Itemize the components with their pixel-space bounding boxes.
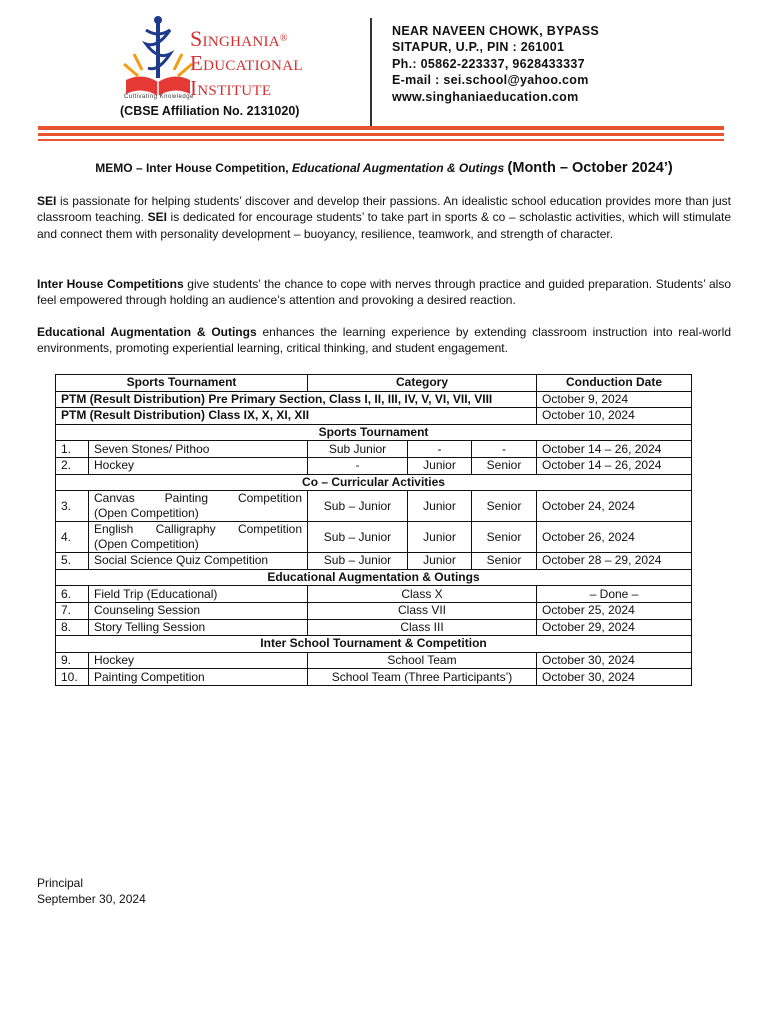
table-row: 3. Canvas Painting Competition (Open Competition) Sub – Junior Junior Senior October 24, 2024 bbox=[56, 491, 692, 522]
logo-tagline: Cultivating Knowledge bbox=[124, 94, 194, 100]
table-header-row bbox=[56, 375, 692, 392]
section-row: Sports Tournament bbox=[56, 424, 692, 441]
outings-paragraph: Educational Augmentation & Outings enhances the learning experience by extending classroom instruction into real-world environments, promoting experiential learning, critical thinking, and student engagement. bbox=[37, 325, 731, 356]
section-row: Educational Augmentation & Outings bbox=[56, 569, 692, 586]
table-row: 9. Hockey School Team October 30, 2024 bbox=[56, 652, 692, 669]
header-conduction-date: Conduction Date bbox=[537, 375, 692, 392]
header-divider bbox=[370, 18, 372, 126]
table-row: 4. English Calligraphy Competition (Open Competition) Sub – Junior Junior Senior October 26, 2024 bbox=[56, 522, 692, 553]
header-category: Category bbox=[308, 375, 537, 392]
school-name: Singhania® Educational Institute bbox=[190, 26, 303, 100]
section-row: Inter School Tournament & Competition bbox=[56, 636, 692, 653]
email-address: E-mail : sei.school@yahoo.com bbox=[392, 73, 589, 88]
table-row: 7. Counseling Session Class VII October 25, 2024 bbox=[56, 602, 692, 619]
header-sports-tournament: Sports Tournament bbox=[56, 375, 308, 392]
signature-date: September 30, 2024 bbox=[37, 892, 146, 907]
intro-paragraph: SEI is passionate for helping students’ discover and develop their passions. An idealistic school education provides more than just classroom teaching. SEI is dedicated for encourage students’ to take part in sports & co – scholastic activities, which will stimulate and connect them with personality development – buoyancy, resilience, teamwork, and strength of character. bbox=[37, 194, 732, 241]
schedule-table bbox=[55, 374, 692, 686]
cbse-affiliation: (CBSE Affiliation No. 2131020) bbox=[120, 104, 300, 118]
inter-house-paragraph: Inter House Competitions give students’ the chance to cope with nerves through practice and guided preparation. Students’ also feel empowered through holding an audience’s attention and provoking a desired reaction. bbox=[37, 277, 731, 308]
memo-title: MEMO – Inter House Competition, Educational Augmentation & Outings (Month – October 2024’) bbox=[95, 160, 673, 176]
address-line-2: SITAPUR, U.P., PIN : 261001 bbox=[392, 40, 565, 55]
header-band-top bbox=[38, 126, 724, 130]
table-row: 8. Story Telling Session Class III October 29, 2024 bbox=[56, 619, 692, 636]
table-row: 6. Field Trip (Educational) Class X – Done – bbox=[56, 586, 692, 603]
section-row: Co – Curricular Activities bbox=[56, 474, 692, 491]
header-band-middle bbox=[38, 133, 724, 136]
signatory-title: Principal bbox=[37, 876, 84, 890]
signature-block bbox=[37, 875, 146, 908]
table-row: 2. Hockey - Junior Senior October 14 – 26, 2024 bbox=[56, 457, 692, 474]
logo-emblem-icon bbox=[118, 14, 198, 104]
contact-block bbox=[392, 23, 599, 105]
table-row: PTM (Result Distribution) Class IX, X, XI, XII October 10, 2024 bbox=[56, 408, 692, 425]
table-row: PTM (Result Distribution) Pre Primary Section, Class I, II, III, IV, V, VI, VII, VIII October 9, 2024 bbox=[56, 391, 692, 408]
table-row: 1. Seven Stones/ Pithoo Sub Junior - - October 14 – 26, 2024 bbox=[56, 441, 692, 458]
table-row: 10. Painting Competition School Team (Three Participants’) October 30, 2024 bbox=[56, 669, 692, 686]
header-band-bottom bbox=[38, 139, 724, 141]
school-logo bbox=[118, 14, 363, 126]
address-line-1: NEAR NAVEEN CHOWK, BYPASS bbox=[392, 24, 600, 38]
phone-numbers: Ph.: 05862-223337, 9628433337 bbox=[392, 56, 585, 71]
website-url: www.singhaniaeducation.com bbox=[392, 89, 579, 104]
table-row: 5. Social Science Quiz Competition Sub – Junior Junior Senior October 28 – 29, 2024 bbox=[56, 553, 692, 570]
